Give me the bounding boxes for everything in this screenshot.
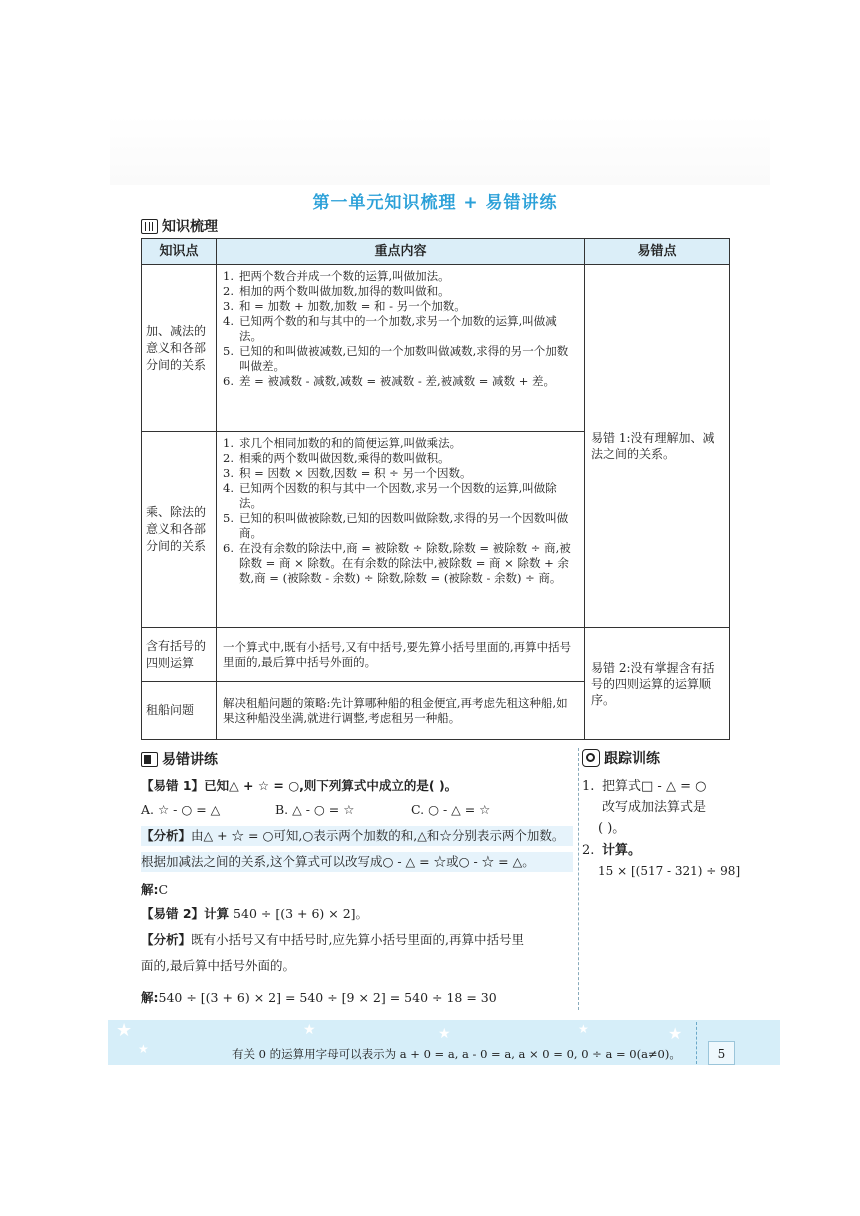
- track-heading-label: 跟踪训练: [604, 751, 660, 767]
- gear-icon: [582, 749, 600, 767]
- track-q1-line2: 改写成加法算式是: [602, 800, 707, 815]
- flag-icon: [141, 752, 158, 767]
- knowledge-heading-label: 知识梳理: [162, 219, 218, 235]
- footer-note: 有关 0 的运算用字母可以表示为 a + 0 = a, a - 0 = a, a × 0 = 0, 0 ÷ a = 0(a≠0)。: [232, 1047, 681, 1061]
- topic-boat: 租船问题: [142, 682, 217, 740]
- drill-q1-text: 已知△ + ☆ = ○,则下列算式中成立的是( )。: [204, 778, 458, 793]
- header-content: 重点内容: [217, 239, 585, 265]
- content-mul-div: [217, 432, 585, 628]
- knowledge-table: [141, 238, 730, 740]
- star-icon: ★: [138, 1042, 149, 1056]
- track-heading: [582, 748, 660, 768]
- solution-text: C: [158, 882, 169, 897]
- drill-sol2: [141, 988, 497, 1008]
- mistake-1: 易错 1:没有理解加、减法之间的关系。: [585, 265, 730, 628]
- drill-q1: [141, 776, 457, 796]
- content-boat: 解决租船问题的策略:先计算哪种船的租金便宜,再考虑先租这种船,如果这种船没坐满,就进行调整,考虑租另一种船。: [217, 682, 585, 740]
- analysis-tag: 【分析】: [141, 828, 192, 843]
- point: 5. 已知的积叫做被除数,已知的因数叫做除数,求得的另一个因数叫做商。: [223, 511, 569, 540]
- drill-a2-line2: 面的,最后算中括号外面的。: [141, 958, 295, 973]
- track-q2-num: 2.: [582, 843, 595, 858]
- track-q1-num: 1.: [582, 779, 595, 794]
- topic-add-sub: 加、减法的意义和各部分间的关系: [142, 265, 217, 432]
- track-q1-answer: ( )。: [598, 821, 626, 836]
- table-header-row: [142, 239, 730, 265]
- drill-q1-tag: 【易错 1】: [141, 778, 205, 793]
- content-brackets: 一个算式中,既有小括号,又有中括号,要先算小括号里面的,再算中括号里面的,最后算中括号外面的。: [217, 628, 585, 682]
- knowledge-heading: [141, 216, 218, 236]
- point: 6. 差 = 被减数 - 减数,减数 = 被减数 - 差,被减数 = 减数 + 差。: [223, 374, 555, 388]
- footer-divider: [696, 1022, 697, 1064]
- track-q1-line1: 把算式□ - △ = ○: [602, 779, 707, 794]
- drill-sol1: [141, 880, 168, 900]
- analysis-tag: 【分析】: [141, 932, 192, 947]
- analysis-text: 既有小括号又有中括号时,应先算小括号里面的,再算中括号里: [191, 932, 524, 947]
- star-icon: ★: [303, 1022, 316, 1038]
- star-icon: ★: [668, 1024, 683, 1043]
- drill-q2-bold: 计算: [204, 906, 230, 921]
- point: 3. 和 = 加数 + 加数,加数 = 和 - 另一个加数。: [223, 299, 466, 313]
- star-icon: ★: [116, 1020, 133, 1041]
- option-c: C. ○ - △ = ☆: [411, 802, 491, 817]
- track-q2-expr: 15 × [(517 - 321) ÷ 98]: [598, 864, 741, 878]
- star-icon: ★: [438, 1026, 451, 1042]
- point: 2. 相加的两个数叫做加数,加得的数叫做和。: [223, 284, 450, 298]
- drill-heading: [141, 749, 218, 769]
- scan-shadow: [110, 115, 770, 185]
- header-mistake: 易错点: [585, 239, 730, 265]
- topic-brackets: 含有括号的四则运算: [142, 628, 217, 682]
- header-topic: 知识点: [142, 239, 217, 265]
- analysis-text: 由△ + ☆ = ○可知,○表示两个加数的和,△和☆分别表示两个加数。: [191, 828, 565, 843]
- solution-text: 540 ÷ [(3 + 6) × 2] = 540 ÷ [9 × 2] = 540 ÷ 18 = 30: [158, 990, 497, 1005]
- solution-tag: 解:: [141, 882, 159, 897]
- drill-a1-line2: 根据加减法之间的关系,这个算式可以改写成○ - △ = ☆或○ - ☆ = △。: [141, 852, 573, 872]
- drill-heading-label: 易错讲练: [162, 752, 218, 768]
- drill-q2: [141, 904, 368, 924]
- point: 1. 求几个相同加数的和的简便运算,叫做乘法。: [223, 436, 462, 450]
- page-title: 第一单元知识梳理 + 易错讲练: [312, 193, 558, 213]
- point: 4. 已知两个因数的积与其中一个因数,求另一个因数的运算,叫做除法。: [223, 481, 557, 510]
- drill-q2-text: 540 ÷ [(3 + 6) × 2]。: [229, 906, 369, 921]
- drill-q1-options: [141, 800, 511, 820]
- point: 1. 把两个数合并成一个数的运算,叫做加法。: [223, 269, 450, 283]
- mistake-2: 易错 2:没有掌握含有括号的四则运算的运算顺序。: [585, 628, 730, 740]
- solution-tag: 解:: [141, 990, 159, 1005]
- column-divider: [578, 748, 579, 1010]
- content-add-sub: [217, 265, 585, 432]
- point: 6. 在没有余数的除法中,商 = 被除数 ÷ 除数,除数 = 被除数 ÷ 商,被除数 = 商 × 除数。在有余数的除法中,被除数 = 商 × 除数 + 余数,商 = (被除数 - 余数) ÷ 除数,除数 = (被除数 - 余数) ÷ 商。: [223, 541, 571, 585]
- option-b: B. △ - ○ = ☆: [275, 802, 355, 817]
- table-row: [142, 628, 730, 682]
- drill-a2-line1: [141, 930, 524, 950]
- book-icon: [141, 219, 158, 234]
- table-row: [142, 265, 730, 432]
- page-number: 5: [708, 1041, 735, 1065]
- drill-q2-tag: 【易错 2】: [141, 906, 205, 921]
- point: 2. 相乘的两个数叫做因数,乘得的数叫做积。: [223, 451, 450, 465]
- star-icon: ★: [578, 1022, 589, 1036]
- point: 5. 已知的和叫做被减数,已知的一个加数叫做减数,求得的另一个加数叫做差。: [223, 344, 569, 373]
- option-a: A. ☆ - ○ = △: [141, 802, 221, 817]
- drill-a1-line1: [141, 826, 573, 846]
- point: 4. 已知两个数的和与其中的一个加数,求另一个加数的运算,叫做减法。: [223, 314, 557, 343]
- track-q2-label: 计算。: [602, 843, 642, 858]
- topic-mul-div: 乘、除法的意义和各部分间的关系: [142, 432, 217, 628]
- point: 3. 积 = 因数 × 因数,因数 = 积 ÷ 另一个因数。: [223, 466, 472, 480]
